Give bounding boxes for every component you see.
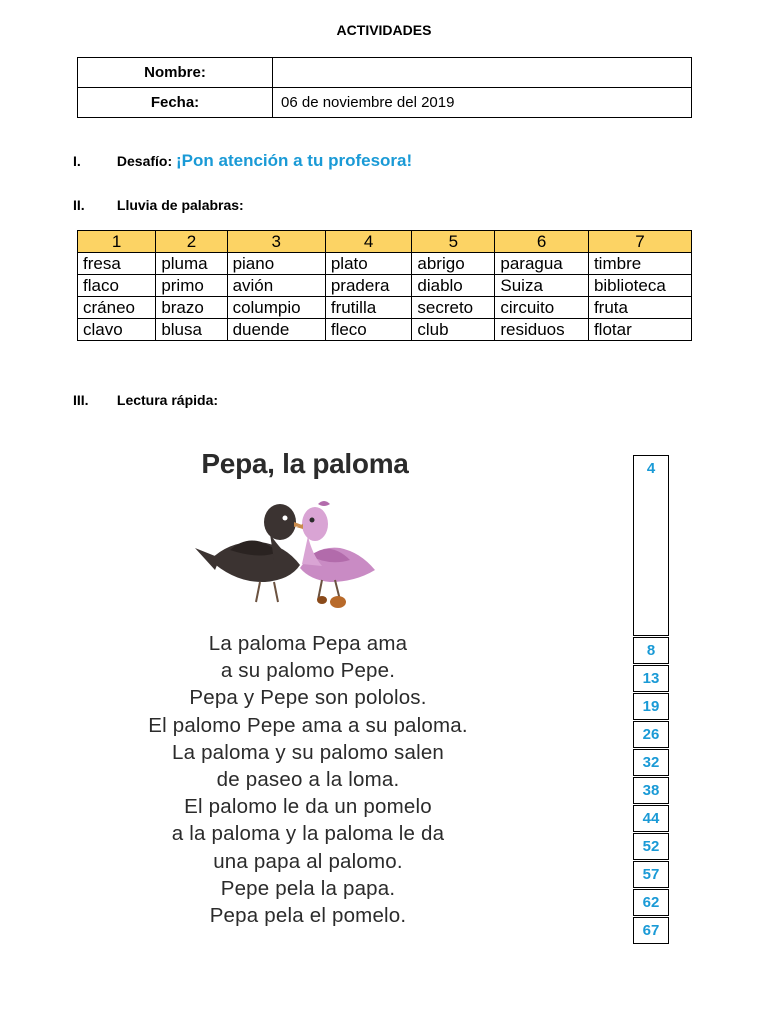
info-row-fecha (78, 88, 692, 118)
word-count: 13 (633, 665, 669, 692)
word-cell: plato (325, 253, 412, 275)
section-lluvia (73, 197, 244, 213)
table-row (78, 319, 692, 341)
word-count-column (633, 455, 669, 945)
table-row (78, 275, 692, 297)
word-cell: paragua (495, 253, 589, 275)
column-header: 1 (78, 231, 156, 253)
word-cell: columpio (227, 297, 325, 319)
word-count: 38 (633, 777, 669, 804)
word-cell: timbre (588, 253, 691, 275)
word-cell: avión (227, 275, 325, 297)
story-line: Pepe pela la papa. (220, 876, 396, 900)
column-header: 3 (227, 231, 325, 253)
section-number: III. (73, 392, 89, 408)
section-number: I. (73, 153, 81, 169)
word-count: 32 (633, 749, 669, 776)
story-line: Pepa y Pepe son pololos. (189, 686, 427, 710)
word-cell: fruta (588, 297, 691, 319)
word-table-header-row (78, 231, 692, 253)
fruit-icon (317, 596, 346, 608)
column-header: 6 (495, 231, 589, 253)
story-line: a su palomo Pepe. (220, 659, 396, 683)
story-line: La paloma Pepa ama (208, 632, 408, 655)
pink-pigeon-icon (296, 501, 375, 600)
column-header: 2 (156, 231, 227, 253)
story-line: a la paloma y la paloma le da (171, 822, 445, 846)
info-row-nombre (78, 58, 692, 88)
section-label: Lectura rápida: (116, 392, 219, 408)
story-line: El palomo le da un pomelo (184, 795, 432, 819)
word-count: 44 (633, 805, 669, 832)
word-cell: flotar (588, 319, 691, 341)
story-text (110, 630, 506, 929)
fecha-value: 06 de noviembre del 2019 (273, 88, 692, 118)
word-count: 4 (633, 455, 669, 636)
word-cell: frutilla (325, 297, 412, 319)
word-cell: clavo (78, 319, 156, 341)
word-cell: fresa (78, 253, 156, 275)
pigeons-illustration (190, 490, 380, 610)
word-count: 62 (633, 889, 669, 916)
section-label: Lluvia de palabras: (116, 197, 244, 213)
word-cell: residuos (495, 319, 589, 341)
story-line: El palomo Pepe ama a su paloma. (148, 713, 468, 737)
word-table (77, 230, 692, 341)
word-cell: piano (227, 253, 325, 275)
word-cell: duende (227, 319, 325, 341)
word-cell: abrigo (412, 253, 495, 275)
word-cell: club (412, 319, 495, 341)
word-cell: fleco (325, 319, 412, 341)
word-cell: biblioteca (588, 275, 691, 297)
story-line: de paseo a la loma. (216, 767, 400, 791)
nombre-label: Nombre: (78, 58, 273, 88)
word-count: 19 (633, 693, 669, 720)
word-cell: secreto (412, 297, 495, 319)
word-cell: pluma (156, 253, 227, 275)
column-header: 5 (412, 231, 495, 253)
desafio-highlight: ¡Pon atención a tu profesora! (176, 151, 413, 170)
word-cell: circuito (495, 297, 589, 319)
table-row (78, 297, 692, 319)
dark-pigeon-icon (195, 504, 302, 602)
word-count: 67 (633, 917, 669, 944)
story-line: una papa al palomo. (213, 849, 403, 873)
table-row (78, 253, 692, 275)
nombre-field[interactable] (273, 58, 692, 88)
word-cell: brazo (156, 297, 227, 319)
story-line: La paloma y su palomo salen (171, 740, 445, 764)
word-cell: blusa (156, 319, 227, 341)
section-label: Desafío: (116, 153, 173, 169)
story-line: Pepa pela el pomelo. (209, 903, 407, 927)
word-count: 26 (633, 721, 669, 748)
word-cell: pradera (325, 275, 412, 297)
section-number: II. (73, 197, 85, 213)
story-title: Pepa, la paloma (201, 448, 409, 479)
section-desafio (73, 151, 412, 171)
column-header: 7 (588, 231, 691, 253)
column-header: 4 (325, 231, 412, 253)
word-cell: primo (156, 275, 227, 297)
fecha-label: Fecha: (78, 88, 273, 118)
page-title: ACTIVIDADES (336, 22, 432, 38)
word-count: 57 (633, 861, 669, 888)
info-table (77, 57, 692, 118)
word-cell: Suiza (495, 275, 589, 297)
section-lectura (73, 392, 218, 408)
word-count: 8 (633, 637, 669, 664)
word-count: 52 (633, 833, 669, 860)
word-cell: cráneo (78, 297, 156, 319)
word-cell: diablo (412, 275, 495, 297)
word-cell: flaco (78, 275, 156, 297)
